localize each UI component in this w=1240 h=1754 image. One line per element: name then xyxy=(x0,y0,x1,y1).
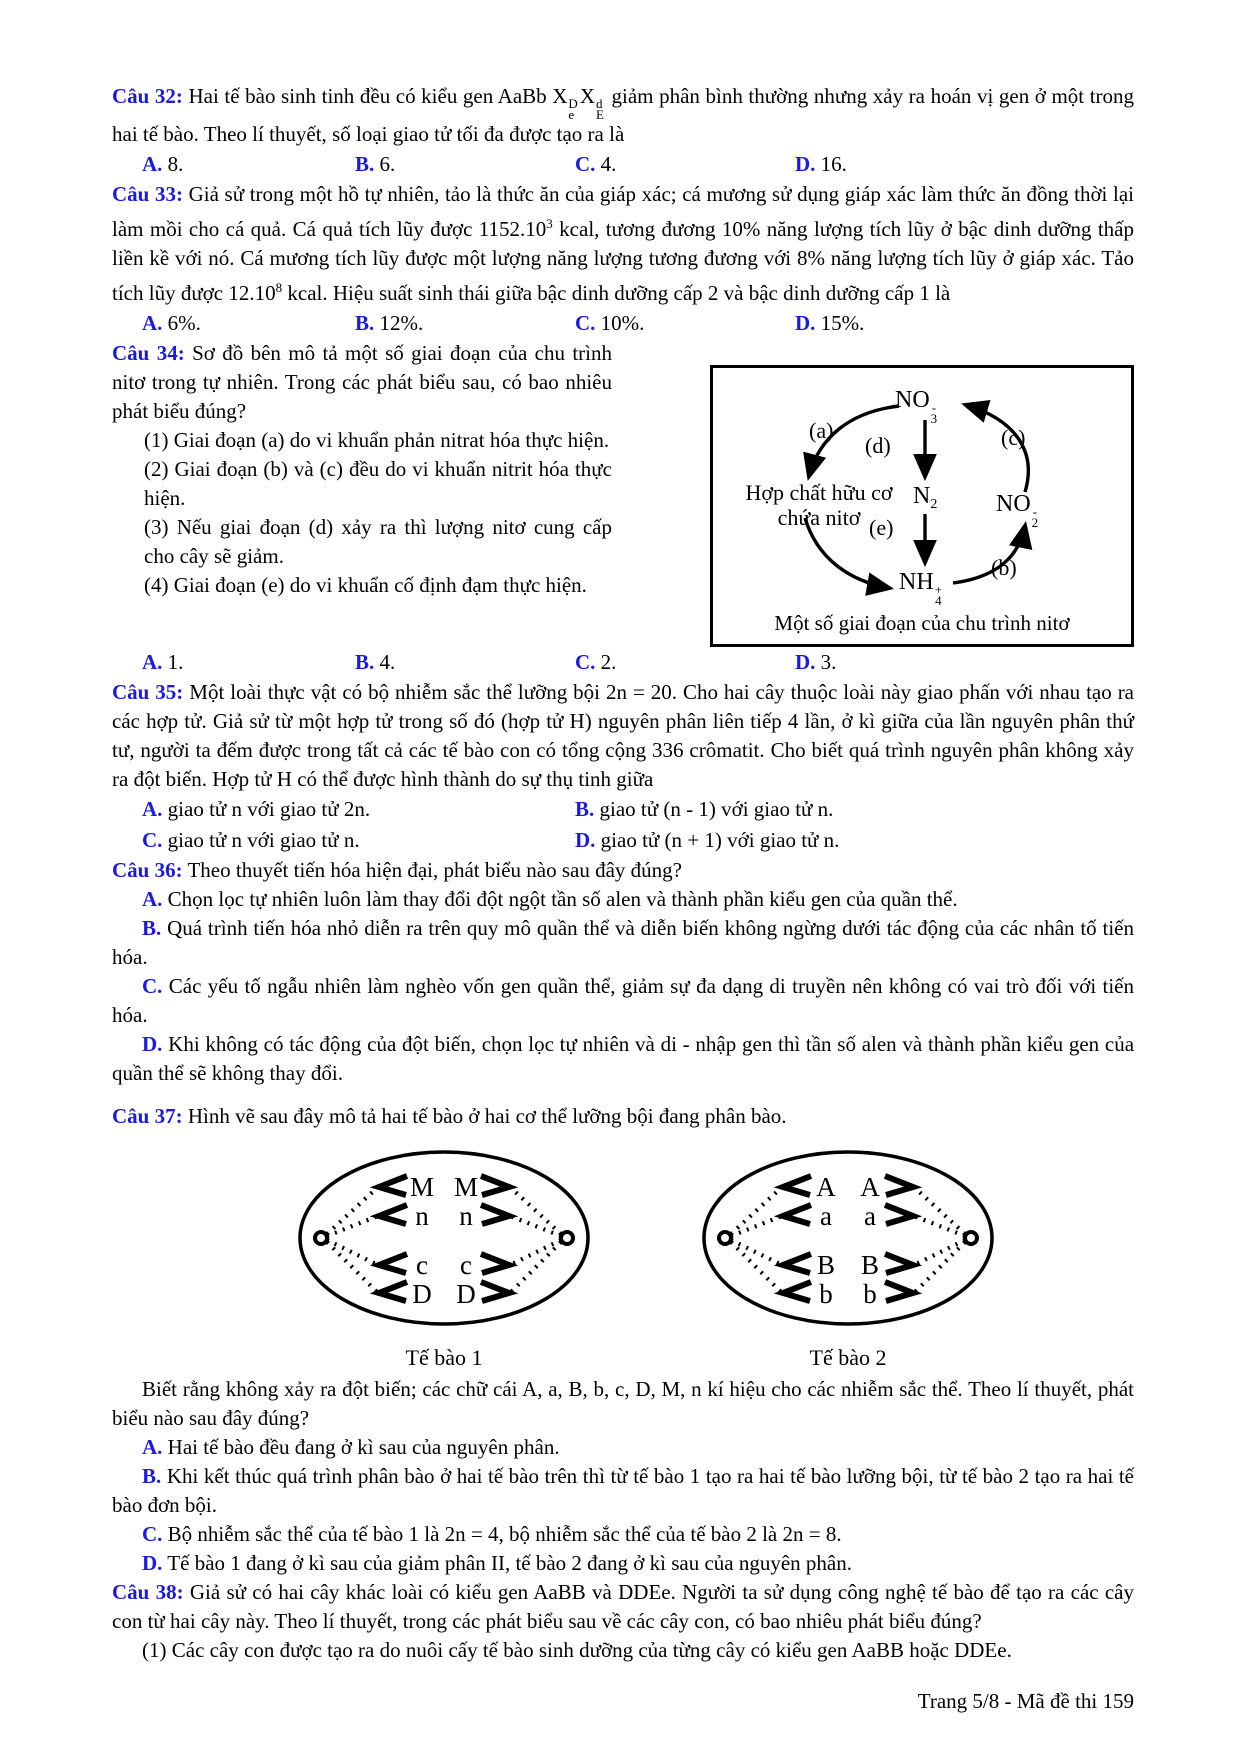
label-step-a: (a) xyxy=(809,418,834,443)
label-n2: $N_2$ xyxy=(913,483,938,512)
chromosome-label: a xyxy=(820,1201,832,1231)
chromosome-label: a xyxy=(864,1201,876,1231)
label-step-b: (b) xyxy=(991,555,1017,580)
cell-2-figure xyxy=(698,1143,998,1371)
chromosome-label: c xyxy=(416,1250,428,1280)
option-c: C. giao tử n với giao tử n. xyxy=(142,828,360,852)
chromosome-label: A xyxy=(816,1172,836,1202)
option-c: C. Các yếu tố ngẫu nhiên làm nghèo vốn gen quần thể, giảm sự đa dạng di truyền nên không có vai trò đối với tiến hóa. xyxy=(112,974,1134,1027)
question-36-number: Câu 36: xyxy=(112,858,183,882)
statement-1: (1) Các cây con được tạo ra do nuôi cấy tế bào sinh dưỡng của từng cây có kiểu gen AaBB hoặc DDEe. xyxy=(142,1638,1012,1662)
figure-caption: Một số giai đoạn của chu trình nitơ xyxy=(774,611,1070,635)
question-35 xyxy=(112,678,1134,856)
cell-2-caption: Tế bào 2 xyxy=(809,1345,887,1370)
question-37-text: Câu 37: Hình vẽ sau đây mô tả hai tế bào ở hai cơ thể lưỡng bội đang phân bào. xyxy=(112,1104,787,1128)
question-36-text: Câu 36: Theo thuyết tiến hóa hiện đại, phát biểu nào sau đây đúng? xyxy=(112,858,682,882)
label-step-c: (c) xyxy=(1001,425,1026,450)
option-a: A. giao tử n với giao tử 2n. xyxy=(142,797,371,821)
statement-4: (4) Giai đoạn (e) do vi khuẩn cố định đạm thực hiện. xyxy=(144,573,587,597)
nitrogen-cycle-figure xyxy=(710,365,1134,647)
label-organic-compound: Hợp chất hữu cơ chứa nitơ xyxy=(745,480,893,530)
chromosomes xyxy=(379,1176,509,1301)
question-37-number: Câu 37: xyxy=(112,1104,183,1128)
question-34 xyxy=(112,339,1134,678)
cell-division-figures xyxy=(294,1143,1134,1371)
option-a: A. Chọn lọc tự nhiên luôn làm thay đổi đột ngột tần số alen và thành phần kiểu gen của quần thể. xyxy=(142,887,958,911)
chromosome-label: M xyxy=(409,1172,435,1202)
chromosome-label: M xyxy=(453,1172,479,1202)
option-c: C. 10%. xyxy=(575,311,645,335)
option-c: C. Bộ nhiễm sắc thể của tế bào 1 là 2n = 4, bộ nhiễm sắc thể của tế bào 2 là 2n = 8. xyxy=(142,1522,842,1546)
chromosome-label: D xyxy=(412,1279,432,1309)
option-d: D. Tế bào 1 đang ở kì sau của giảm phân II, tế bào 2 đang ở kì sau của nguyên phân. xyxy=(142,1551,852,1575)
spindle-pole-left xyxy=(719,1232,731,1244)
statement-3: (3) Nếu giai đoạn (d) xảy ra thì lượng nitơ cung cấp cho cây sẽ giảm. xyxy=(144,515,612,568)
option-a: A. 8. xyxy=(142,152,184,176)
question-34-options xyxy=(112,647,1134,678)
chromosome-label: B xyxy=(816,1250,836,1280)
question-33 xyxy=(112,180,1134,339)
option-d: D. 15%. xyxy=(795,311,865,335)
label-no3: NO - 3 xyxy=(895,387,938,426)
option-a: A. Hai tế bào đều đang ở kì sau của nguyên phân. xyxy=(142,1435,560,1459)
chromosome-label: A xyxy=(860,1172,880,1202)
label-nh4: NH + 4 xyxy=(899,569,943,608)
question-33-number: Câu 33: xyxy=(112,182,183,206)
question-38 xyxy=(112,1578,1134,1665)
option-d: D. giao tử (n + 1) với giao tử n. xyxy=(575,828,840,852)
question-34-text: Câu 34: Sơ đồ bên mô tả một số giai đoạn của chu trình nitơ trong tự nhiên. Trong các phát biểu sau, có bao nhiêu phát biểu đúng? xyxy=(112,341,613,423)
question-33-text: Câu 33: Giả sử trong một hồ tự nhiên, tảo là thức ăn của giáp xác; cá mương sử dụng giáp xác làm thức ăn đồng thời lại làm mồi cho cá quả. Cá quả tích lũy được 1152.10$^3$ kcal, tương đương 10% năng lượng tích lũy ở bậc dinh dưỡng thấp liền kề với nó. Cá mương tích lũy được một lượng năng lượng tương đương với 8% năng lượng tích lũy ở giáp xác. Tảo tích lũy được 12.10$^8$ kcal. Hiệu suất sinh thái giữa bậc dinh dưỡng cấp 2 và bậc dinh dưỡng cấp 1 là xyxy=(112,182,1134,305)
cell-1-drawing xyxy=(294,1143,594,1335)
question-34-number: Câu 34: xyxy=(112,341,185,365)
genotype-notation: X D e X d E xyxy=(552,84,604,122)
option-d: D. Khi không có tác động của đột biến, chọn lọc tự nhiên và di - nhập gen thì tần số alen và thành phần kiểu gen của quần thể sẽ không thay đổi. xyxy=(112,1032,1135,1085)
statement-1: (1) Giai đoạn (a) do vi khuẩn phản nitrat hóa thực hiện. xyxy=(144,428,610,452)
option-c: C. 4. xyxy=(575,152,617,176)
option-b: B. Khi kết thúc quá trình phân bào ở hai tế bào trên thì từ tế bào 1 tạo ra hai tế bào lưỡng bội, từ tế bào 2 tạo ra hai tế bào đơn bội. xyxy=(112,1464,1135,1517)
option-b: B. Quá trình tiến hóa nhỏ diễn ra trên quy mô quần thể và diễn biến không ngừng dưới tác động của các nhân tố tiến hóa. xyxy=(112,916,1135,969)
chromosome-label: D xyxy=(456,1279,476,1309)
option-c: C. 2. xyxy=(575,650,617,674)
question-32-number: Câu 32: xyxy=(112,84,183,108)
option-a: A. 6%. xyxy=(142,311,201,335)
question-36 xyxy=(112,856,1134,1088)
question-33-options xyxy=(112,308,1134,339)
chromosome-label: n xyxy=(415,1201,429,1231)
spindle-pole-right xyxy=(561,1232,573,1244)
page-footer: Trang 5/8 - Mã đề thi 159 xyxy=(917,1689,1134,1713)
question-38-number: Câu 38: xyxy=(112,1580,184,1604)
question-32-text: Câu 32: Hai tế bào sinh tinh đều có kiểu gen AaBb X D e X d E giảm phân bình thường nhưng xảy ra hoán vị gen ở một trong hai tế bào. Theo lí thuyết, số loại giao tử tối đa được tạo ra là xyxy=(112,84,1135,146)
option-b: B. giao tử (n - 1) với giao tử n. xyxy=(575,797,834,821)
chromosomes xyxy=(783,1176,913,1301)
statement-2: (2) Giai đoạn (b) và (c) đều do vi khuẩn nitrit hóa thực hiện. xyxy=(144,457,612,510)
question-38-text: Câu 38: Giả sử có hai cây khác loài có kiểu gen AaBB và DDEe. Người ta sử dụng công nghệ tế bào để tạo ra các cây con từ hai cây này. Theo lí thuyết, trong các phát biểu sau về các cây con, có bao nhiêu phát biểu đúng? xyxy=(112,1580,1134,1633)
chromosome-label: B xyxy=(860,1250,880,1280)
question-32 xyxy=(112,82,1134,180)
option-b: B. 6. xyxy=(355,152,396,176)
chromosome-label: c xyxy=(460,1250,472,1280)
cell-1-caption: Tế bào 1 xyxy=(405,1345,483,1370)
question-35-number: Câu 35: xyxy=(112,680,184,704)
option-d: D. 16. xyxy=(795,152,847,176)
chromosome-label: b xyxy=(819,1279,833,1309)
option-b: B. 4. xyxy=(355,650,396,674)
label-no2: NO - 2 xyxy=(996,491,1039,530)
question-37 xyxy=(112,1102,1134,1578)
option-a: A. 1. xyxy=(142,650,184,674)
question-35-options xyxy=(112,794,1134,856)
label-step-e: (e) xyxy=(869,515,894,540)
chromosome-label: n xyxy=(459,1201,473,1231)
label-step-d: (d) xyxy=(865,433,891,458)
option-d: D. 3. xyxy=(795,650,837,674)
cell-1-figure xyxy=(294,1143,594,1371)
spindle-pole-left xyxy=(315,1232,327,1244)
option-b: B. 12%. xyxy=(355,311,424,335)
chromosome-label: b xyxy=(863,1279,877,1309)
cell-2-drawing xyxy=(698,1143,998,1335)
question-32-options xyxy=(112,149,1134,180)
spindle-pole-right xyxy=(965,1232,977,1244)
question-35-text: Câu 35: Một loài thực vật có bộ nhiễm sắc thể lưỡng bội 2n = 20. Cho hai cây thuộc loài này giao phấn với nhau tạo ra các hợp tử. Giả sử từ một hợp tử trong số đó (hợp tử H) nguyên phân liên tiếp 4 lần, ở kì giữa của lần nguyên phân thứ tư, người ta đếm được trong tất cả các tế bào con có tổng cộng 336 crômatit. Cho biết quá trình nguyên phân không xảy ra đột biến. Hợp tử H có thể được hình thành do sự thụ tinh giữa xyxy=(112,680,1135,791)
question-37-note: Biết rằng không xảy ra đột biến; các chữ cái A, a, B, b, c, D, M, n kí hiệu cho các nhiễm sắc thể. Theo lí thuyết, phát biểu nào sau đây đúng? xyxy=(112,1377,1134,1430)
